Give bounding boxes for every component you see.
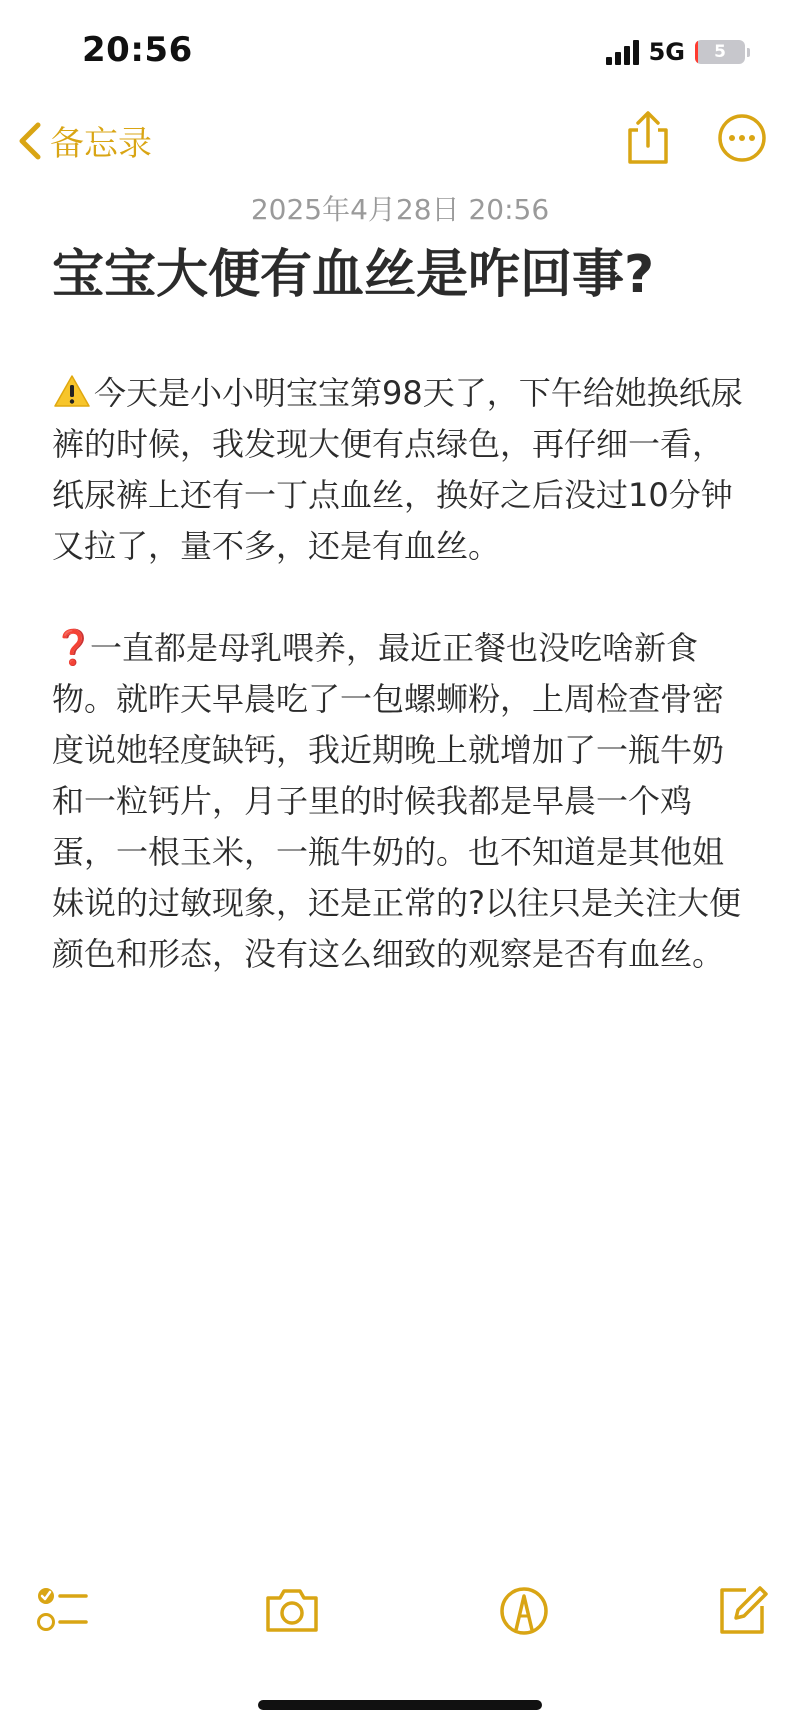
- paragraph-text: 今天是小小明宝宝第98天了，下午给她换纸尿裤的时候，我发现大便有点绿色，再仔细一看，纸尿裤上还有一丁点血丝，换好之后没过10分钟又拉了，量不多，还是有血丝。: [52, 374, 743, 565]
- status-indicators: [606, 38, 750, 66]
- back-button[interactable]: [16, 116, 152, 165]
- camera-button[interactable]: [262, 1580, 322, 1640]
- battery-tip: [747, 48, 750, 57]
- share-button[interactable]: [620, 108, 676, 168]
- question-mark-icon: ❓: [52, 628, 95, 668]
- bottom-toolbar: [0, 1580, 800, 1660]
- paragraph-text: 一直都是母乳喂养，最近正餐也没吃啥新食物。就昨天早晨吃了一包螺蛳粉，上周检查骨密度说她轻度缺钙，我近期晚上就增加了一瓶牛奶和一粒钙片，月子里的时候我都是早晨一个鸡蛋，一根玉米，一瓶牛奶的。也不知道是其他姐妹说的过敏现象，还是正常的?以往只是关注大便颜色和形态，没有这么细致的观察是否有血丝。: [52, 629, 741, 973]
- warning-icon: [52, 373, 92, 409]
- cellular-signal-icon: [606, 39, 639, 65]
- nav-bar: [0, 108, 800, 178]
- battery-level: 5: [714, 42, 726, 62]
- home-indicator: [258, 1700, 542, 1710]
- status-bar: [0, 0, 800, 100]
- note-date: 2025年4月28日 20:56: [250, 193, 550, 226]
- compose-button[interactable]: [712, 1580, 772, 1640]
- share-icon: [620, 108, 676, 168]
- chevron-left-icon: [16, 119, 44, 163]
- note-paragraph: [52, 623, 752, 980]
- note-title[interactable]: 宝宝大便有血丝是咋回事?: [52, 245, 655, 305]
- note-body[interactable]: [52, 368, 752, 980]
- compose-icon: [712, 1580, 772, 1640]
- checklist-icon: [34, 1580, 94, 1640]
- more-icon: [716, 112, 768, 164]
- checklist-button[interactable]: [34, 1580, 94, 1640]
- note-paragraph: [52, 368, 752, 572]
- battery-icon: [695, 40, 745, 64]
- camera-icon: [262, 1580, 322, 1640]
- status-time: 20:56: [82, 30, 193, 70]
- back-label: 备忘录: [50, 124, 152, 164]
- network-type: 5G: [648, 38, 685, 66]
- markup-button[interactable]: [494, 1580, 554, 1640]
- more-button[interactable]: [716, 112, 768, 164]
- markup-icon: [494, 1580, 554, 1640]
